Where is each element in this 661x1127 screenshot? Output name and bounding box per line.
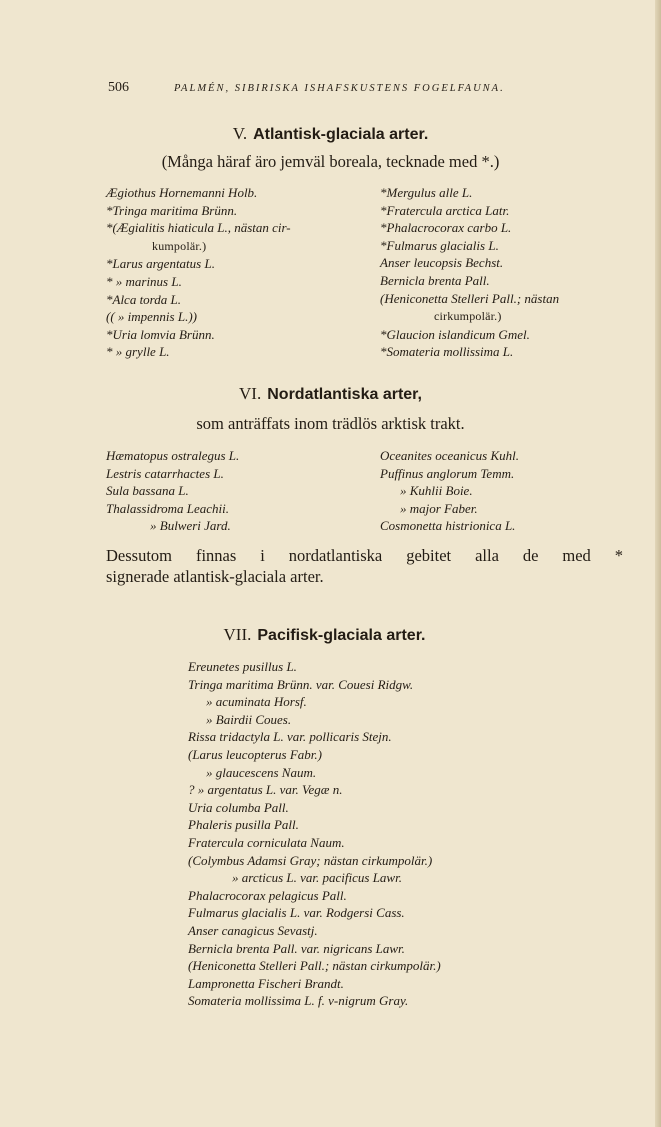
section-vi-roman: VI. (239, 384, 262, 403)
species-entry: » acuminata Horsf. (206, 694, 307, 710)
species-entry: *Glaucion islandicum Gmel. (380, 326, 530, 342)
species-entry: Fratercula corniculata Naum. (188, 834, 345, 850)
paragraph-line: signerade atlantisk-glaciala arter. (106, 567, 324, 586)
species-entry: » Bairdii Coues. (206, 711, 292, 727)
species-entry: Cosmonetta histrionica L. (380, 518, 516, 534)
species-entry-continuation: cirkumpolär.) (434, 309, 502, 324)
species-entry: *(Ægialitis hiaticula L., nästan cir- (106, 220, 291, 236)
species-entry: (( » impennis L.)) (106, 309, 197, 325)
section-vii-roman: VII. (223, 625, 252, 644)
species-entry: Rissa tridactyla L. var. pollicaris Stejn. (188, 729, 392, 745)
section-vi-left-column (106, 447, 239, 535)
species-entry: » glaucescens Naum. (206, 764, 317, 780)
species-entry: Sula bassana L. (106, 483, 189, 499)
section-vi-right-column (380, 447, 519, 535)
species-entry: *Somateria mollissima L. (380, 344, 514, 360)
species-entry: » Bulweri Jard. (150, 518, 231, 534)
species-entry: Thalassidroma Leachii. (106, 500, 230, 516)
section-v-right-column (380, 184, 559, 361)
species-entry: *Fulmarus glacialis L. (380, 237, 499, 253)
species-entry: *Larus argentatus L. (106, 256, 215, 272)
species-entry: (Heniconetta Stelleri Pall.; nästan (380, 290, 560, 306)
species-entry: Bernicla brenta Pall. var. nigricans Lawr. (188, 940, 405, 956)
species-entry: Phalacrocorax pelagicus Pall. (188, 887, 347, 903)
section-vi-title: Nordatlantiska arter, (267, 386, 422, 403)
species-entry: *Tringa maritima Brünn. (106, 202, 238, 218)
section-v-heading (0, 124, 661, 144)
page-number: 506 (108, 80, 129, 95)
species-entry: *Phalacrocorax carbo L. (380, 220, 512, 236)
paragraph-line: Dessutom finnas i nordatlantiska gebitet alla de med * (106, 546, 623, 565)
species-entry: Ægiothus Hornemanni Holb. (106, 185, 258, 200)
species-entry: Puffinus anglorum Temm. (380, 465, 515, 481)
species-entry: Hæmatopus ostralegus L. (106, 448, 240, 463)
running-header (108, 80, 628, 100)
species-entry: *Alca torda L. (106, 291, 181, 307)
species-entry: Anser canagicus Sevastj. (188, 922, 318, 938)
species-entry: (Larus leucopterus Fabr.) (188, 746, 322, 762)
species-entry: * » marinus L. (106, 273, 182, 289)
species-entry: Oceanites oceanicus Kuhl. (380, 448, 519, 463)
species-entry: * » grylle L. (106, 344, 170, 360)
species-entry: ? » argentatus L. var. Vegæ n. (188, 782, 343, 798)
species-entry: Lampronetta Fischeri Brandt. (188, 975, 344, 991)
section-vi-heading (0, 384, 661, 404)
species-entry: Lestris catarrhactes L. (106, 465, 224, 481)
section-v-roman: V. (232, 124, 248, 143)
section-v-left-column (106, 184, 291, 361)
section-vi-paragraph (106, 545, 623, 587)
section-vi-note: som anträffats inom trädlös arktisk trakt. (196, 414, 465, 433)
species-entry: Anser leucopsis Bechst. (380, 255, 504, 271)
section-vii-heading (0, 625, 655, 645)
species-entry: Phaleris pusilla Pall. (188, 817, 299, 833)
species-entry: » Kuhlii Boie. (400, 483, 473, 499)
species-entry: » major Faber. (400, 500, 478, 516)
species-entry-continuation: kumpolär.) (152, 238, 207, 253)
species-entry: Uria columba Pall. (188, 799, 289, 815)
section-v-note: (Många häraf äro jemväl boreala, tecknade med *.) (161, 152, 500, 171)
species-entry: (Colymbus Adamsi Gray; nästan cirkumpolär.) (188, 852, 433, 868)
species-entry: » arcticus L. var. pacificus Lawr. (232, 870, 402, 886)
section-v-title: Atlantisk-glaciala arter. (253, 126, 429, 143)
species-entry: Fulmarus glacialis L. var. Rodgersi Cass. (188, 905, 405, 921)
section-vii-title: Pacifisk-glaciala arter. (257, 627, 426, 644)
species-entry: (Heniconetta Stelleri Pall.; nästan cirkumpolär.) (188, 958, 441, 974)
species-entry: Ereunetes pusillus L. (188, 659, 297, 674)
species-entry: Somateria mollissima L. f. v-nigrum Gray. (188, 993, 409, 1009)
section-vii-list (188, 658, 441, 1010)
species-entry: *Uria lomvia Brünn. (106, 326, 215, 342)
species-entry: *Mergulus alle L. (380, 185, 473, 200)
running-title: PALMÉN, SIBIRISKA ISHAFSKUSTENS FOGELFAUNA. (174, 83, 505, 94)
species-entry: Tringa maritima Brünn. var. Couesi Ridgw. (188, 676, 414, 692)
species-entry: *Fratercula arctica Latr. (380, 202, 510, 218)
species-entry: Bernicla brenta Pall. (380, 272, 490, 288)
